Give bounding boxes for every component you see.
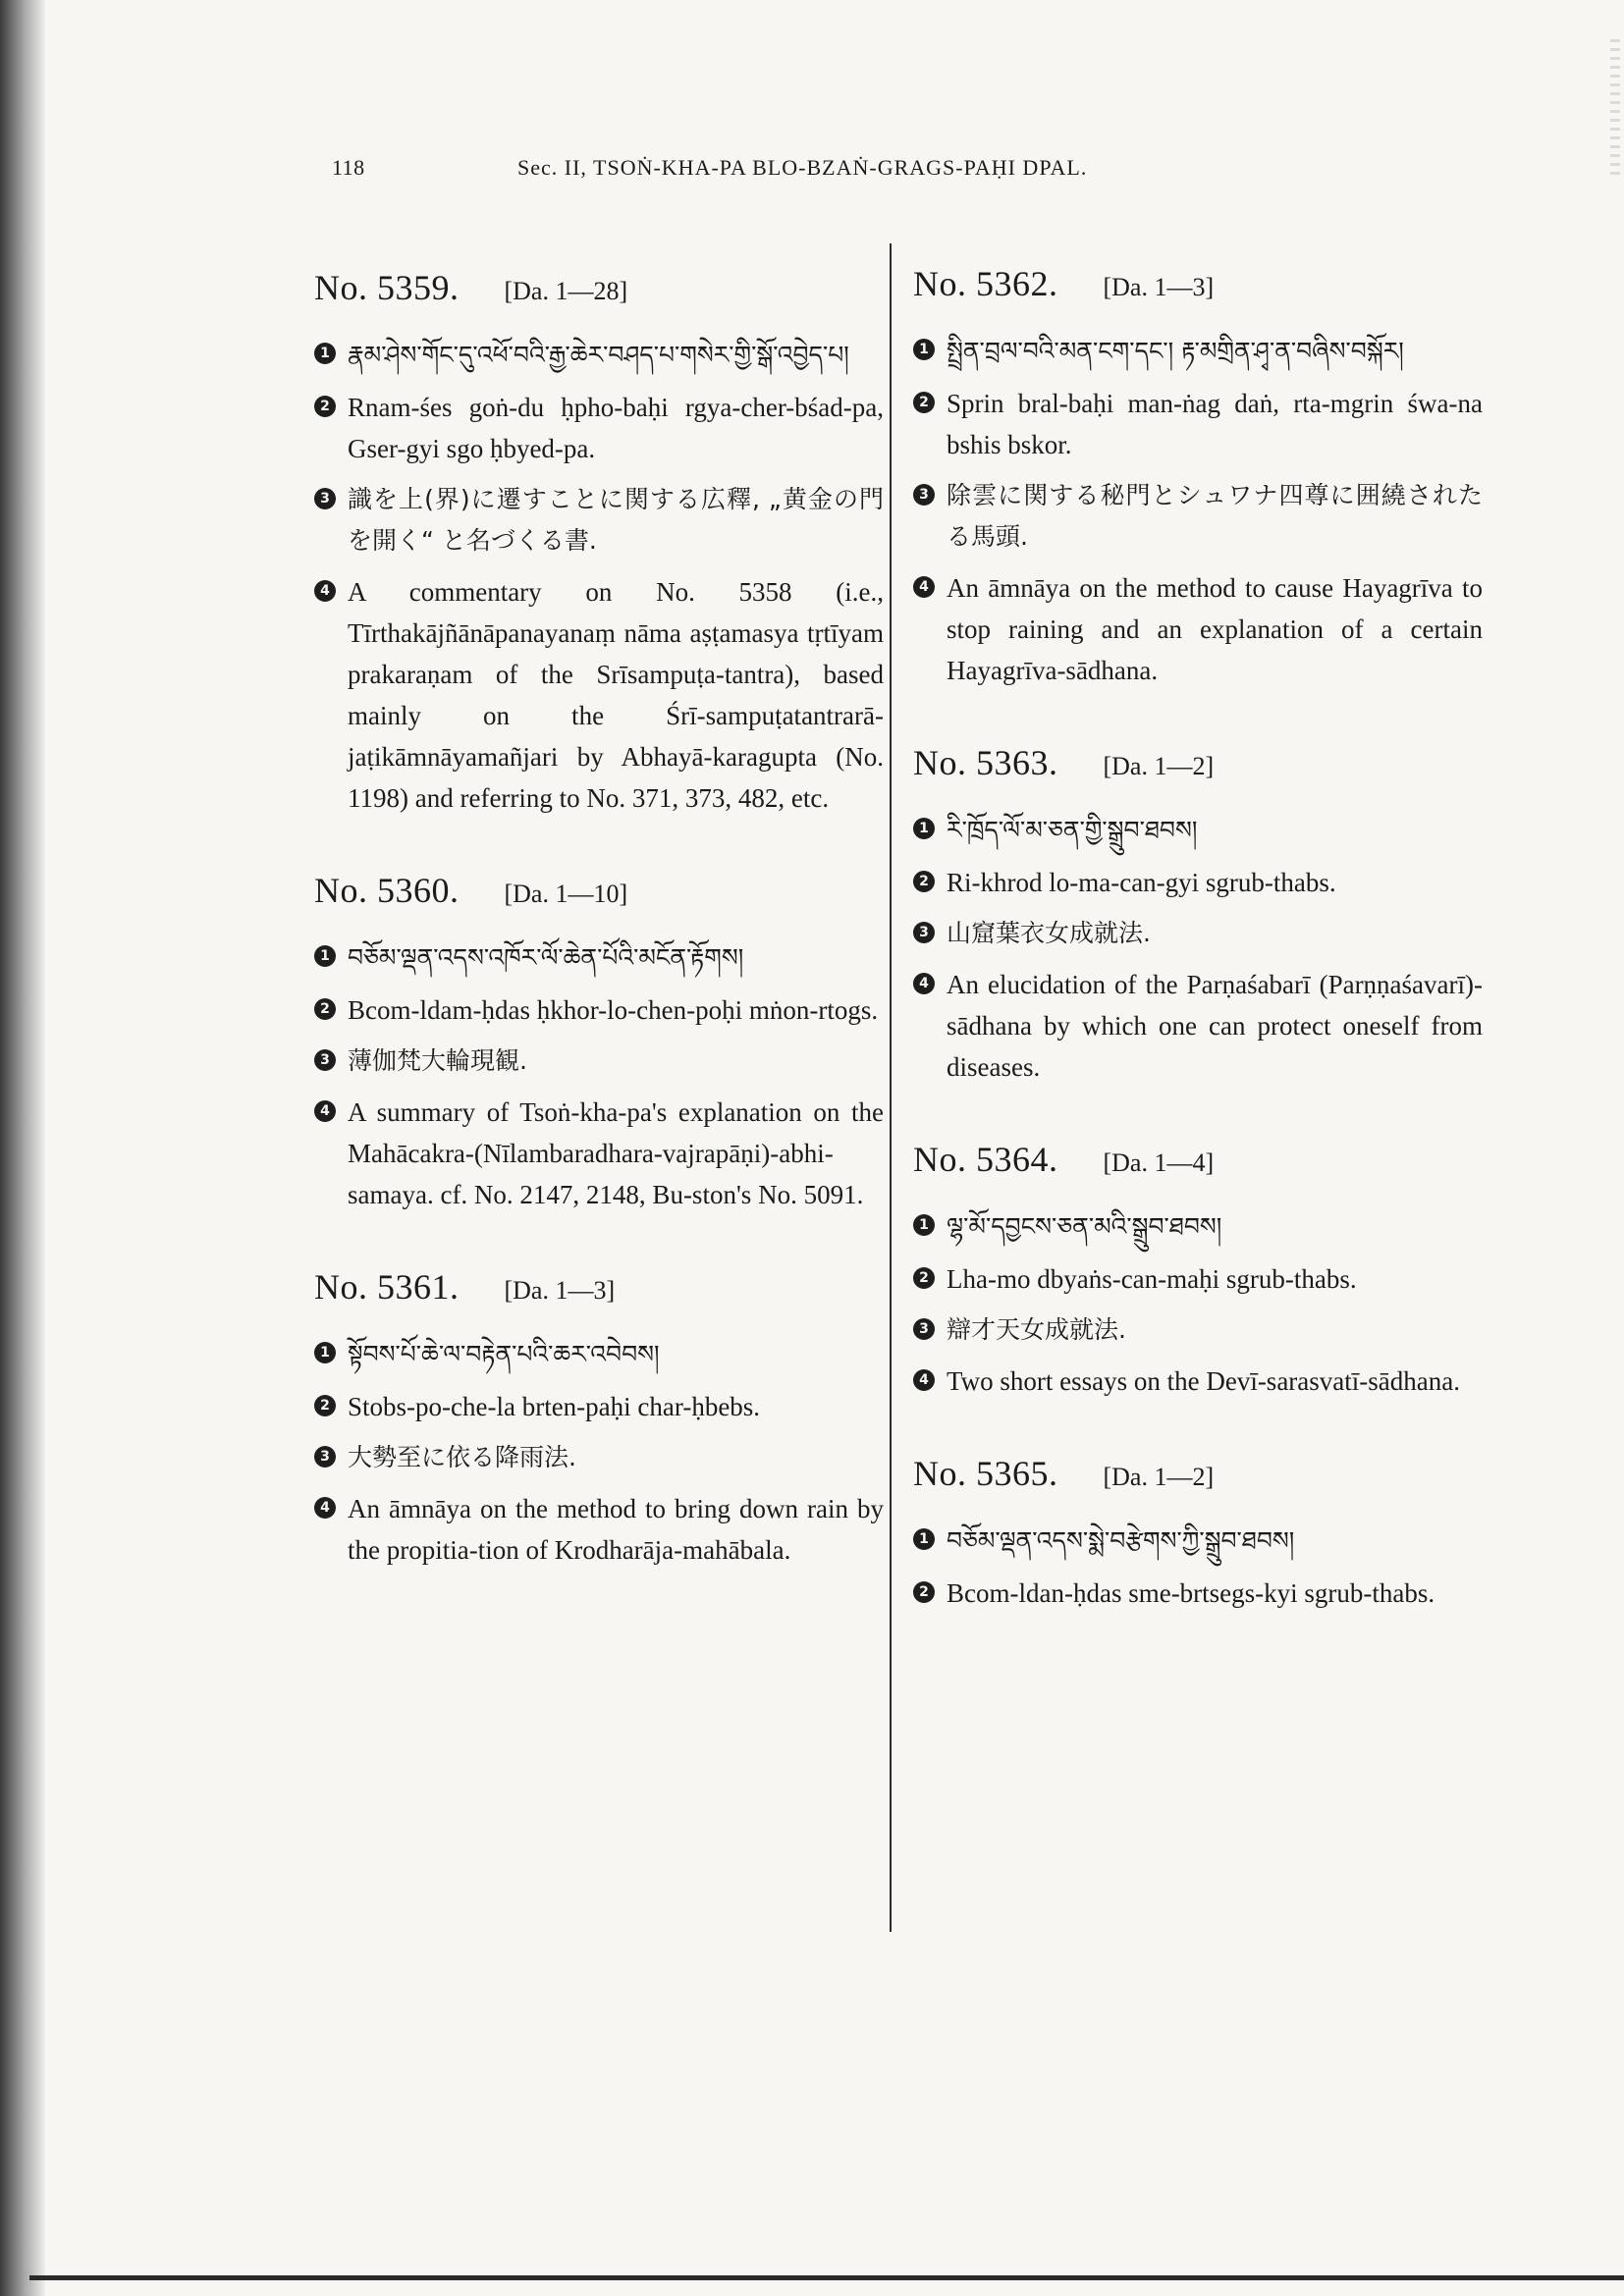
tibetan-title-item: [314, 1333, 884, 1376]
japanese-title-item: [314, 1041, 884, 1082]
circled-number-1-icon: 1: [913, 1214, 935, 1236]
tibetan-title-item: [913, 809, 1483, 852]
english-description-item: [913, 567, 1483, 691]
circled-number-3-icon: 3: [314, 1049, 336, 1071]
romanized-title-item: [314, 989, 884, 1031]
left-column: [314, 267, 884, 1622]
circled-number-1-icon: 1: [913, 818, 935, 839]
entry-5363: [913, 742, 1483, 1088]
tibetan-title: སྤྲིན་བྲལ་བའི་མན་ངག་དང་། རྟ་མགྲིན་ཤྭ་ན་བཞིས་བསྐོར།: [947, 337, 1404, 365]
english-description: An āmnāya on the method to cause Hayagrīva to stop raining and an explanation of a certain Hayagrīva-sādhana.: [947, 573, 1483, 685]
japanese-title-item: [913, 913, 1483, 954]
page-edge-shadow: [1610, 39, 1620, 177]
circled-number-3-icon: 3: [913, 1318, 935, 1340]
circled-number-4-icon: 4: [314, 1497, 336, 1519]
japanese-title: 辯才天女成就法.: [947, 1315, 1126, 1344]
entry-number: No. 5359.: [314, 268, 460, 307]
circled-number-2-icon: 2: [913, 871, 935, 892]
entry-number: No. 5360.: [314, 871, 460, 910]
romanized-title-item: [913, 383, 1483, 465]
tibetan-title: བཅོམ་ལྡན་འདས་སྨེ་བརྩེགས་ཀྱི་སྒྲུབ་ཐབས།: [947, 1526, 1295, 1555]
book-binding-edge: [0, 0, 45, 2296]
entry-5361: [314, 1266, 884, 1571]
tibetan-title-item: [913, 1205, 1483, 1249]
japanese-title-item: [913, 475, 1483, 558]
english-description: Two short essays on the Devī-sarasvatī-sādhana.: [947, 1366, 1460, 1396]
english-description-item: [913, 1361, 1483, 1402]
circled-number-3-icon: 3: [913, 922, 935, 943]
circled-number-1-icon: 1: [314, 945, 336, 967]
entry-number: No. 5364.: [913, 1140, 1058, 1179]
entry-5362: [913, 263, 1483, 691]
entry-reference: [Da. 1—3]: [1103, 273, 1215, 301]
english-description: An elucidation of the Parṇaśabarī (Parṇṇaśavarī)-sādhana by which one can protect oneself from diseases.: [947, 970, 1483, 1082]
tibetan-title-item: [314, 936, 884, 980]
entry-number: No. 5363.: [913, 743, 1058, 782]
romanized-title: Lha-mo dbyaṅs-can-maḥi sgrub-thabs.: [947, 1264, 1357, 1294]
circled-number-3-icon: 3: [913, 484, 935, 506]
circled-number-4-icon: 4: [314, 580, 336, 602]
romanized-title: Ri-khrod lo-ma-can-gyi sgrub-thabs.: [947, 868, 1336, 897]
circled-number-2-icon: 2: [913, 1581, 935, 1603]
circled-number-1-icon: 1: [314, 1342, 336, 1363]
running-head: Sec. II, TSOṄ-KHA-PA BLO-BZAṄ-GRAGS-PAḤI DPAL.: [517, 155, 1088, 180]
japanese-title: 大勢至に依る降雨法.: [348, 1443, 576, 1471]
english-description: A summary of Tsoṅ-kha-pa's explanation on the Mahācakra-(Nīlambaradhara-vajrapāṇi)-abhi-samaya. cf. No. 2147, 2148, Bu-ston's No. 5091.: [348, 1097, 884, 1209]
circled-number-2-icon: 2: [913, 392, 935, 413]
english-description: An āmnāya on the method to bring down rain by the propitia-tion of Krodharāja-mahābala.: [348, 1494, 884, 1565]
circled-number-3-icon: 3: [314, 1446, 336, 1468]
english-description-item: [913, 964, 1483, 1088]
entry-number: No. 5362.: [913, 264, 1058, 303]
entry-5364: [913, 1139, 1483, 1402]
japanese-title: 山窟葉衣女成就法.: [947, 919, 1151, 947]
circled-number-1-icon: 1: [314, 343, 336, 364]
circled-number-2-icon: 2: [314, 1395, 336, 1416]
tibetan-title: རྣམ་ཤེས་གོང་དུ་འཕོ་བའི་རྒྱ་ཆེར་བཤད་པ་གསེར་གྱི་སྒོ་འབྱེད་པ།: [348, 341, 849, 369]
tibetan-title-item: [913, 330, 1483, 373]
entry-reference: [Da. 1—4]: [1103, 1148, 1215, 1177]
romanized-title: Rnam-śes goṅ-du ḥpho-baḥi rgya-cher-bśad-pa, Gser-gyi sgo ḥbyed-pa.: [348, 393, 884, 463]
japanese-title-item: [314, 1437, 884, 1478]
entry-reference: [Da. 1—28]: [504, 277, 628, 305]
entry-reference: [Da. 1—2]: [1103, 752, 1215, 780]
tibetan-title-item: [314, 334, 884, 377]
entry-reference: [Da. 1—3]: [504, 1276, 616, 1305]
romanized-title: Bcom-ldam-ḥdas ḥkhor-lo-chen-poḥi mṅon-rtogs.: [348, 995, 879, 1025]
romanized-title-item: [913, 862, 1483, 903]
japanese-title-item: [913, 1309, 1483, 1351]
entry-number: No. 5361.: [314, 1267, 460, 1307]
circled-number-2-icon: 2: [314, 396, 336, 417]
romanized-title: Bcom-ldan-ḥdas sme-brtsegs-kyi sgrub-thabs.: [947, 1578, 1435, 1608]
romanized-title-item: [314, 1386, 884, 1427]
romanized-title-item: [913, 1258, 1483, 1300]
circled-number-4-icon: 4: [913, 973, 935, 994]
japanese-title: 識を上(界)に遷すことに関する広釋, „黄金の門を開く“ と名づくる書.: [348, 485, 884, 555]
tibetan-title: སྟོབས་པོ་ཆེ་ལ་བརྟེན་པའི་ཆར་འབེབས།: [348, 1340, 660, 1368]
romanized-title: Stobs-po-che-la brten-paḥi char-ḥbebs.: [348, 1392, 761, 1421]
right-column: [913, 263, 1483, 1665]
tibetan-title: བཅོམ་ལྡན་འདས་འཁོར་ལོ་ཆེན་པོའི་མངོན་རྟོགས།: [348, 943, 744, 972]
tibetan-title-item: [913, 1520, 1483, 1563]
entry-number: No. 5365.: [913, 1454, 1058, 1493]
english-description-item: [314, 571, 884, 819]
circled-number-4-icon: 4: [314, 1100, 336, 1122]
circled-number-4-icon: 4: [913, 1369, 935, 1391]
entry-reference: [Da. 1—10]: [504, 880, 628, 908]
circled-number-4-icon: 4: [913, 576, 935, 598]
english-description: A commentary on No. 5358 (i.e., Tīrthakājñānāpanayanaṃ nāma aṣṭamasya tṛtīyam prakaraṇam of the Srīsampuṭa-tantra), based mainly on the Śrī-sampuṭatantrarā-jaṭikāmnāyamañjari by Abhayā-karagupta (No. 1198) and referring to No. 371, 373, 482, etc.: [348, 577, 884, 813]
column-divider: [890, 243, 892, 1932]
tibetan-title: རི་ཁྲོད་ལོ་མ་ཅན་གྱི་སྒྲུབ་ཐབས།: [947, 816, 1198, 844]
entry-5365: [913, 1453, 1483, 1614]
english-description-item: [314, 1092, 884, 1215]
romanized-title: Sprin bral-baḥi man-ṅag daṅ, rta-mgrin śwa-na bshis bskor.: [947, 389, 1483, 459]
entry-reference: [Da. 1—2]: [1103, 1463, 1215, 1491]
tibetan-title: ལྷ་མོ་དབྱངས་ཅན་མའི་སྒྲུབ་ཐབས།: [947, 1212, 1222, 1241]
japanese-title: 薄伽梵大輪現観.: [348, 1046, 527, 1075]
page-number: 118: [332, 155, 365, 180]
japanese-title-item: [314, 479, 884, 561]
circled-number-1-icon: 1: [913, 339, 935, 360]
entry-5359: [314, 267, 884, 819]
english-description-item: [314, 1488, 884, 1571]
entry-5360: [314, 870, 884, 1215]
japanese-title: 除雲に関する秘門とシュワナ四尊に囲繞されたる馬頭.: [947, 481, 1483, 551]
circled-number-2-icon: 2: [314, 998, 336, 1020]
circled-number-2-icon: 2: [913, 1267, 935, 1289]
romanized-title-item: [314, 387, 884, 469]
circled-number-1-icon: 1: [913, 1528, 935, 1550]
circled-number-3-icon: 3: [314, 488, 336, 509]
page-bottom-edge: [29, 2275, 1624, 2280]
romanized-title-item: [913, 1573, 1483, 1614]
